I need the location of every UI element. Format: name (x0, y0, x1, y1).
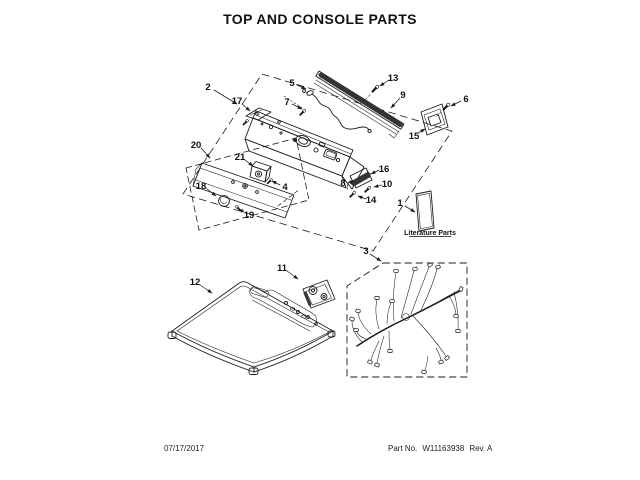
phantom-outline (183, 74, 452, 251)
callout-11: 11 (276, 263, 288, 275)
footer-part-number: W11163938 (422, 444, 465, 453)
console-assembly (245, 96, 364, 189)
footer-part-info (388, 444, 492, 453)
top-panel (168, 282, 335, 375)
literature-parts-label: Literature Parts (404, 230, 456, 237)
footer-date: 07/17/2017 (164, 444, 205, 453)
callout-5: 5 (289, 78, 295, 90)
callout-21: 21 (234, 152, 246, 164)
callout-19: 19 (243, 210, 255, 222)
callout-20: 20 (190, 140, 202, 152)
hinge-bracket (303, 280, 335, 308)
literature-booklet (416, 191, 434, 231)
callout-7: 7 (284, 97, 290, 109)
page-title: TOP AND CONSOLE PARTS (223, 11, 417, 27)
wire-harness (347, 263, 467, 377)
ui-connector (347, 168, 372, 197)
callout-9: 9 (400, 90, 406, 102)
callout-13: 13 (387, 73, 399, 85)
callout-2: 2 (205, 82, 211, 94)
callout-4: 4 (282, 182, 288, 194)
callout-15: 15 (408, 131, 420, 143)
footer-revision: Rev. A (469, 444, 493, 453)
callout-16: 16 (378, 164, 390, 176)
callout-1: 1 (397, 198, 403, 210)
callout-8: 8 (340, 178, 346, 190)
rotary-encoder (250, 162, 273, 184)
console-clip (243, 108, 271, 125)
callout-12: 12 (189, 277, 201, 289)
callout-17: 17 (231, 96, 243, 108)
callout-18: 18 (195, 181, 207, 193)
callout-3: 3 (363, 246, 369, 258)
callout-10: 10 (381, 179, 393, 191)
callout-14: 14 (365, 195, 377, 207)
footer-part-no-label: Part No. (388, 444, 418, 453)
callout-6: 6 (463, 94, 469, 106)
